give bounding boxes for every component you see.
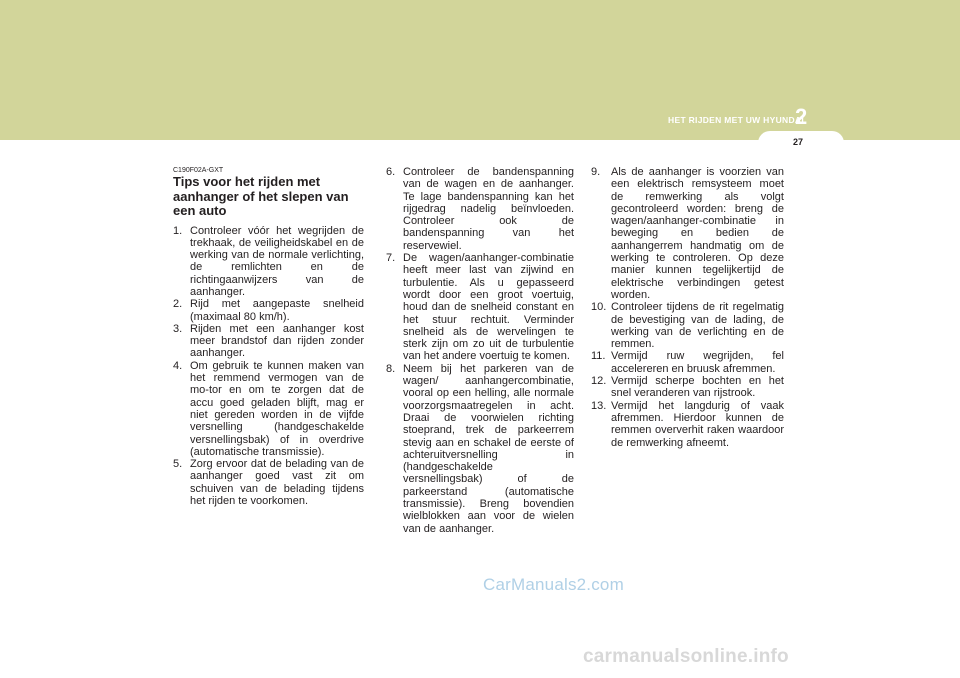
- text-column-2: [386, 166, 574, 535]
- chapter-number: 2: [795, 104, 808, 129]
- list-item: [591, 166, 784, 301]
- list-item-number: 2.: [173, 298, 183, 311]
- list-item-text: Controleer tijdens de rit regelmatig de bevestiging van de lading, de werking van de verlichting en de remmen.: [611, 301, 784, 351]
- list-item-number: 7.: [386, 252, 396, 265]
- watermark-carmanualsonline: carmanualsonline.info: [583, 646, 789, 667]
- text-column-3: [591, 166, 784, 449]
- list-item: [173, 360, 364, 458]
- list-item: [591, 301, 784, 351]
- list-item-number: 5.: [173, 458, 183, 471]
- list-item-number: 1.: [173, 224, 183, 237]
- list-item: [591, 375, 784, 400]
- list-item-text: Rijden met een aanhanger kost meer brandstof dan rijden zonder aanhanger.: [190, 322, 364, 360]
- list-item-number: 3.: [173, 322, 183, 335]
- list-item-text: Als de aanhanger is voorzien van een elektrisch remsysteem moet de remwerking als volgt gecontroleerd worden: breng de wagen/aanhanger-combinatie in beweging en bedien de aanhangerrem handmatig om de werking te controleren. Op deze manier kunnen tegelijkertijd de elektrische verbindingen getest worden.: [611, 166, 784, 301]
- list-item: [386, 252, 574, 363]
- list-item-number: 10.: [591, 301, 607, 314]
- list-item-text: Vermijd het langdurig of vaak afremmen. Hierdoor kunnen de remmen oververhit raken waardoor de remwerking afneemt.: [611, 399, 784, 449]
- list-item-text: Neem bij het parkeren van de wagen/ aanhangercombinatie, vooral op een helling, alle normale voorzorgsmaatregelen in acht. Draai de voorwielen richting stoeprand, trek de parkeerrem stevig aan en schakel de eerste of achteruitversnelling in (handgeschakelde versnellingsbak) of de parkeerstand (automatische transmissie). Breng bovendien wielblokken aan voor de wielen van de aanhanger.: [403, 362, 574, 535]
- list-item-number: 12.: [591, 375, 607, 388]
- list-item: [386, 363, 574, 535]
- list-item-text: De wagen/aanhanger-combinatie heeft meer last van zijwind en turbulentie. Als u gepasseerd wordt door een groot voertuig, houd dan de snelheid constant en het stuur rechtuit. Verminder snelheid als de wervelingen te sterk zijn om zo uit de turbulentie van het andere voertuig te komen.: [403, 252, 574, 363]
- list-item-text: Vermijd scherpe bochten en het snel veranderen van rijstrook.: [611, 375, 784, 400]
- header-band: [0, 0, 960, 140]
- list-item-number: 9.: [591, 166, 601, 178]
- list-item: [386, 166, 574, 252]
- list-item: [173, 298, 364, 323]
- list-item: [173, 225, 364, 299]
- list-item-text: Zorg ervoor dat de belading van de aanhanger goed vast zit om schuiven van de belading tijdens het rijden te voorkomen.: [190, 458, 364, 508]
- list-item-text: Vermijd ruw wegrijden, fel accelereren en bruusk afremmen.: [611, 350, 784, 375]
- tips-list-1: [173, 225, 364, 508]
- list-item-text: Om gebruik te kunnen maken van het remmend vermogen van de mo-tor en om te zorgen dat de accu goed geladen blijft, mag er niet gereden worden in de vijfde versnelling (handgeschakelde versnellingsbak) of in overdrive (automatische transmissie).: [190, 359, 364, 458]
- list-item-number: 11.: [591, 350, 606, 363]
- list-item: [591, 399, 784, 449]
- list-item-text: Controleer vóór het wegrijden de trekhaak, de veiligheidskabel en de werking van de normale verlichting, de remlichten en de richtingaanwijzers van de aanhanger.: [190, 224, 364, 298]
- list-item-text: Rijd met aangepaste snelheid (maximaal 80 km/h).: [190, 298, 364, 323]
- list-item-number: 4.: [173, 359, 183, 372]
- list-item: [173, 458, 364, 507]
- list-item-number: 13.: [591, 399, 607, 412]
- list-item: [173, 323, 364, 360]
- page-number: 27: [793, 137, 804, 147]
- tips-list-2: [386, 166, 574, 535]
- list-item-number: 6.: [386, 166, 396, 178]
- list-item-number: 8.: [386, 362, 396, 375]
- chapter-title: HET RIJDEN MET UW HYUNDAI: [668, 115, 804, 125]
- section-title: Tips voor het rijden met aanhanger of het slepen van een auto: [173, 174, 349, 218]
- section-code: C190F02A-GXT: [173, 167, 224, 174]
- watermark-carmanuals2[interactable]: CarManuals2.com: [483, 575, 624, 594]
- text-column-1: [173, 166, 364, 507]
- tips-list-3: [591, 166, 784, 449]
- list-item-text: Controleer de bandenspanning van de wagen en de aanhanger. Te lage bandenspanning kan het rijgedrag nadelig beïnvloeden. Controleer ook de bandenspanning van het reservewiel.: [403, 166, 574, 252]
- list-item: [591, 350, 784, 375]
